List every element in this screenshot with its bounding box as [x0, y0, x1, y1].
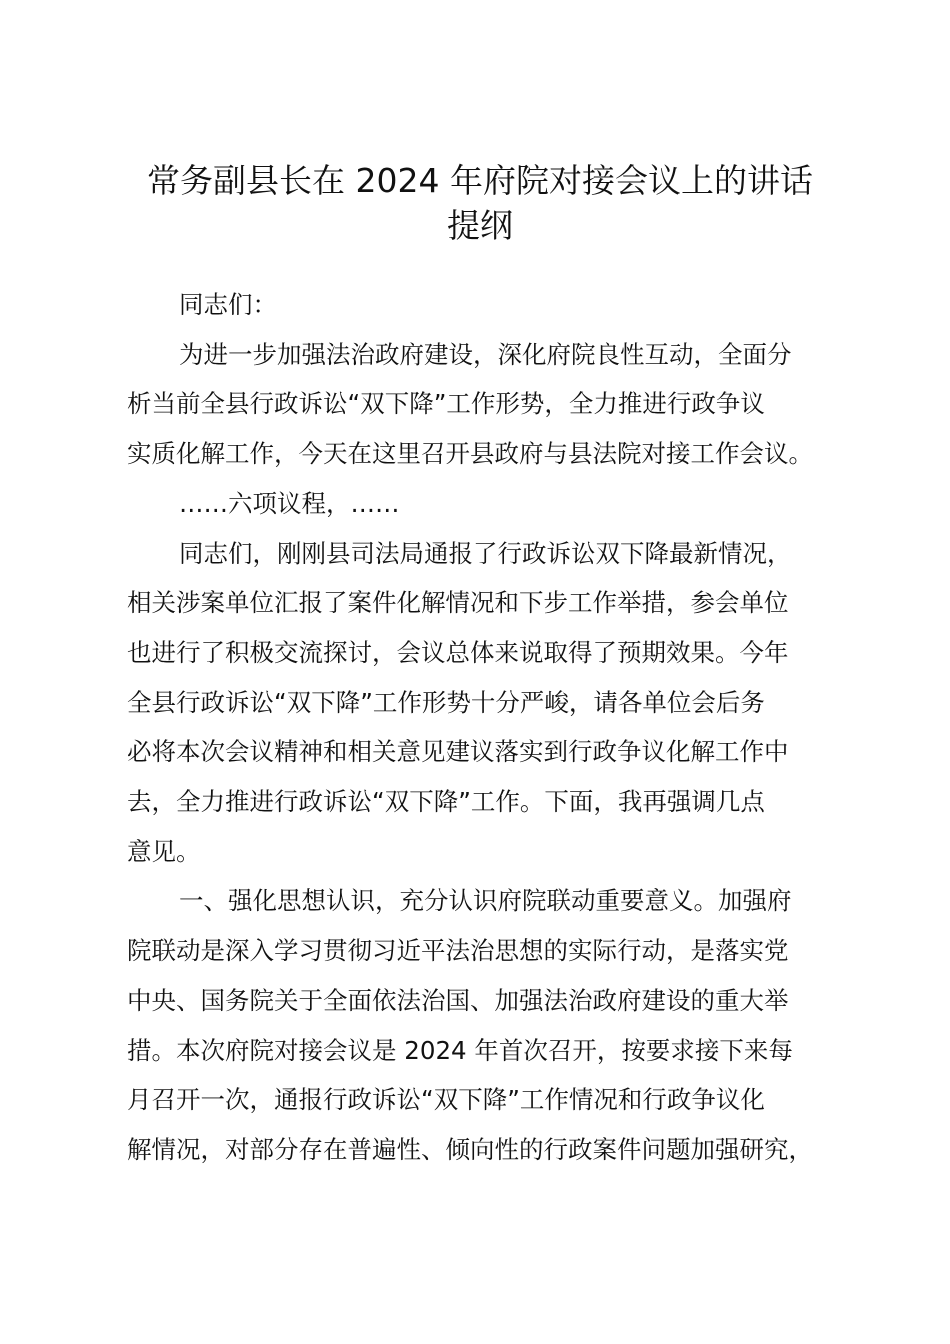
- paragraph-line: 相关涉案单位汇报了案件化解情况和下步工作举措，参会单位: [127, 588, 789, 618]
- paragraph-line: 必将本次会议精神和相关意见建议落实到行政争议化解工作中: [127, 737, 789, 767]
- paragraph-line: ……六项议程，……: [179, 488, 400, 518]
- paragraph-line: 析当前全县行政诉讼“双下降”工作形势，全力推进行政争议: [127, 389, 765, 419]
- section-heading-line: 一、强化思想认识，充分认识府院联动重要意义。加强府: [179, 886, 792, 916]
- paragraph-line: 全县行政诉讼“双下降”工作形势十分严峻，请各单位会后务: [127, 687, 765, 717]
- paragraph-line: 月召开一次，通报行政诉讼“双下降”工作情况和行政争议化: [127, 1085, 765, 1115]
- paragraph-line: 也进行了积极交流探讨，会议总体来说取得了预期效果。今年: [127, 637, 789, 667]
- paragraph-line: 措。本次府院对接会议是 2024 年首次召开，按要求接下来每: [127, 1035, 793, 1065]
- paragraph-line: 同志们，刚刚县司法局通报了行政诉讼双下降最新情况，: [179, 538, 792, 568]
- document-title-line-1: 常务副县长在 2024 年府院对接会议上的讲话: [147, 161, 813, 200]
- document-body: [127, 280, 831, 1175]
- paragraph-line: 去，全力推进行政诉讼“双下降”工作。下面，我再强调几点: [127, 787, 765, 817]
- paragraph-line: 实质化解工作，今天在这里召开县政府与县法院对接工作会议。: [127, 439, 813, 469]
- paragraph-line: 意见。: [127, 836, 201, 866]
- document-title-line-2: 提纲: [447, 206, 513, 245]
- salutation: 同志们：: [179, 290, 277, 319]
- paragraph-line: 中央、国务院关于全面依法治国、加强法治政府建设的重大举: [127, 985, 789, 1015]
- paragraph-line: 院联动是深入学习贯彻习近平法治思想的实际行动，是落实党: [127, 936, 789, 966]
- paragraph-line: 解情况，对部分存在普遍性、倾向性的行政案件问题加强研究，: [127, 1134, 813, 1164]
- paragraph-line: 为进一步加强法治政府建设，深化府院良性互动，全面分: [179, 339, 792, 369]
